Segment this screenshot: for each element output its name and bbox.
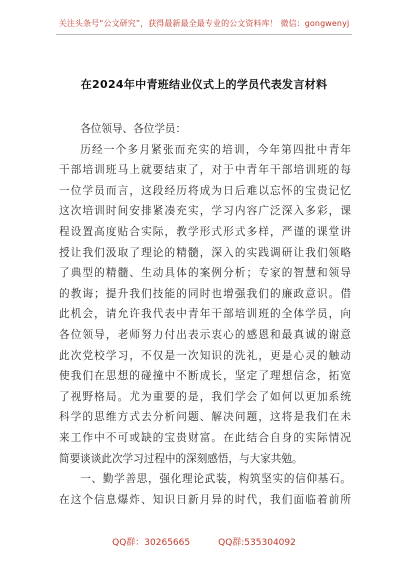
body-line: 的教诲；提升我们技能的同时也增强我们的廉政意识。借 xyxy=(59,287,351,300)
body-line: 来工作中不可或缺的宝贵财富。在此结合自身的实际情况 xyxy=(59,431,351,444)
header-divider xyxy=(56,34,352,35)
body-line: 干部培训班马上就要结束了，对于中青年干部培训班的每 xyxy=(59,164,351,177)
body-line: 科学的思维方式去分析问题、解决问题，这将是我们在未 xyxy=(59,411,351,424)
body-line: 各位领导，老师努力付出表示衷心的感恩和最真诚的谢意 xyxy=(59,328,351,341)
body-line: 这次培训时间安排紧凑充实，学习内容广泛深入多彩，课 xyxy=(59,205,351,218)
salutation-line: 各位领导、各位学员： xyxy=(80,123,187,135)
body-line: 此次党校学习，不仅是一次知识的洗礼，更是心灵的触动 xyxy=(59,349,351,362)
body-line: 此机会，请允许我代表中青年干部培训班的全体学员，向 xyxy=(59,308,351,321)
footer-qq-group-1: QQ群：30265665 xyxy=(112,538,191,548)
footer-qq-group-2: QQ群:535304092 xyxy=(218,538,296,548)
body-line: 历经一个多月紧张而充实的培训，今年第四批中青年 xyxy=(80,143,351,156)
document-body xyxy=(59,119,351,510)
body-line: 在这个信息爆炸、知识日新月异的时代，我们面临着前所 xyxy=(59,493,351,506)
header-note: 关注头条号“公文研究”，获得最新最全最专业的公文资料库！ 微信：gongwenyj xyxy=(58,19,350,28)
section-heading-line: 一、勤学善思，强化理论武装，构筑坚实的信仰基石。 xyxy=(80,473,351,486)
body-line: 程设置高度贴合实际，教学形式形式多样，严谨的课堂讲 xyxy=(59,225,351,238)
body-line: 简要谈谈此次学习过程中的深刻感悟，与大家共勉。 xyxy=(59,452,303,465)
body-line: 使我们在思想的碰撞中不断成长，坚定了理想信念，拓宽 xyxy=(59,370,351,383)
footer-contacts xyxy=(0,535,408,548)
body-line: 授让我们汲取了理论的精髓，深入的实践调研让我们领略 xyxy=(59,246,351,259)
document-title: 在2024年中青班结业仪式上的学员代表发言材料 xyxy=(80,78,328,91)
body-line: 了视野格局。尤为重要的是，我们学会了如何以更加系统 xyxy=(59,390,351,403)
body-line: 了典型的精髓、生动具体的案例分析；专家的智慧和领导 xyxy=(59,267,351,280)
body-line: 一位学员而言，这段经历将成为日后难以忘怀的宝贵记忆 xyxy=(59,184,351,197)
